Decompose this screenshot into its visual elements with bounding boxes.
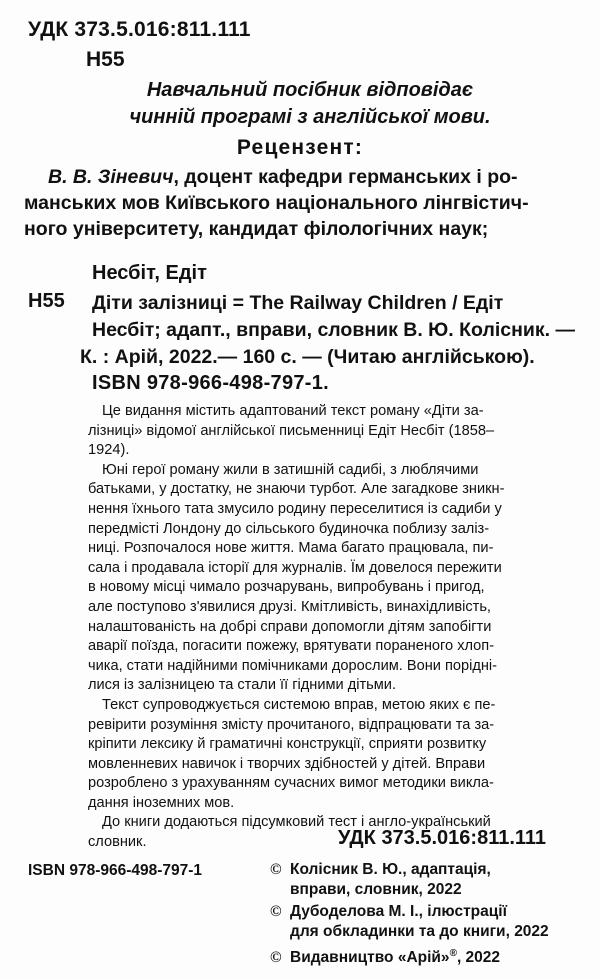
annotation-paragraph xyxy=(88,402,578,461)
annotation-line: сала і продавала історії для журналів. Їм довелося пережити xyxy=(88,559,502,576)
copyright-author xyxy=(270,860,588,900)
annotation-line: але поступово з'явилися друзі. Кмітливість, винахідливість, xyxy=(88,598,491,615)
copyright-symbol: © xyxy=(270,949,282,967)
copyright-publisher xyxy=(270,944,588,968)
udk-code-top: УДК 373.5.016:811.111 xyxy=(28,18,251,41)
reviewer-heading: Рецензент: xyxy=(236,136,364,159)
program-compliance-note xyxy=(60,77,560,131)
isbn-bottom: ISBN 978-966-498-797-1 xyxy=(28,862,203,879)
annotation-line: чика, стати надійними помічниками дорослим. Вони поріднi- xyxy=(88,657,498,674)
copyright-line: Дубоделова М. І., ілюстрації xyxy=(290,903,507,920)
annotation-line: батьками, у достатку, не знаючи турбот. Але загадкове зникн- xyxy=(88,481,505,498)
copyright-year: , 2022 xyxy=(456,949,501,967)
annotation-line: лися із залізницею та стали її гідними дітьми. xyxy=(88,677,397,694)
copyright-line: Колісник В. Ю., адаптація, xyxy=(290,861,491,878)
annotation-line: мовленневих навичок і творчих здібностей у дітей. Вправи xyxy=(88,755,486,772)
annotation-line: передмісті Лондону до сільського будиночка поблизу заліз- xyxy=(88,520,490,537)
annotation-line: ниці. Розпочалося нове життя. Мама багато працювала, пи- xyxy=(88,540,494,557)
reviewer-block xyxy=(24,164,568,242)
reviewer-name: В. В. Зіневич xyxy=(48,166,174,188)
copyright-line: Видавництво «Арій» xyxy=(290,949,450,967)
program-note-line: Навчальний посібник відповідає xyxy=(146,79,474,101)
annotation-line: налаштованість на добрі справи допомогли дітям запобігти xyxy=(88,618,492,635)
annotation-line: До книги додаються підсумковий тест і англо-український xyxy=(102,814,491,831)
registered-mark: ® xyxy=(449,948,457,959)
annotation-line: Юні герої роману жили в затишній садибі, з люблячими xyxy=(102,461,479,478)
udk-code-bottom: УДК 373.5.016:811.111 xyxy=(338,827,547,849)
library-code-top: Н55 xyxy=(86,48,125,71)
program-note-line: чинній програмі з англійської мови. xyxy=(129,106,491,128)
annotation-line: Це видання містить адаптований текст роману «Діти за- xyxy=(102,403,484,419)
annotation-line: лізниці» відомої англійської письменниці Едіт Несбіт (1858– xyxy=(88,422,495,439)
bibliographic-line: Діти залізниці = The Railway Children / Едіт xyxy=(92,292,504,314)
annotation-line: ревірити розуміння змісту прочитаного, відпрацювати та за- xyxy=(88,716,495,733)
reviewer-position: , доцент кафедри германських і ро- xyxy=(173,166,518,188)
copyright-symbol: © xyxy=(270,861,282,878)
annotation-line: розроблено з урахуванням сучасних вимог методики викла- xyxy=(88,775,494,792)
bibliographic-line: К. : Арій, 2022.— 160 с. — (Читаю англійською). xyxy=(80,346,535,368)
annotation-paragraph xyxy=(88,461,578,696)
annotation-line: кріпити лексику й граматичні конструкції, сприяти розвитку xyxy=(88,736,487,753)
bibliographic-author: Несбіт, Едіт xyxy=(92,262,207,284)
bibliographic-line: Несбіт; адапт., вправи, словник В. Ю. Колісник. — xyxy=(92,319,575,341)
annotation-line: словник. xyxy=(88,834,147,851)
annotation-line: 1924). xyxy=(88,442,130,459)
isbn-main: ISBN 978-966-498-797-1. xyxy=(92,372,330,394)
reviewer-line: манських мов Київського національного лінгвістич- xyxy=(24,192,529,214)
annotation-line: дання іноземних мов. xyxy=(88,794,235,811)
annotation-paragraph xyxy=(88,696,578,814)
annotation-line: аварії поїзда, погасити пожежу, врятувати пораненого хлоп- xyxy=(88,638,495,655)
reviewer-line xyxy=(48,164,568,190)
annotation xyxy=(88,402,578,853)
reviewer-line: ного університету, кандидат філологічних наук; xyxy=(24,218,489,240)
annotation-line: нення їхнього тата змусило родину переселитися із садиби у xyxy=(88,500,502,517)
bibliographic-description xyxy=(80,290,580,371)
library-code-bibliographic: Н55 xyxy=(28,290,65,312)
copyright-line: для обкладинки та до книги, 2022 xyxy=(290,923,549,941)
copyright-line: вправи, словник, 2022 xyxy=(290,881,462,899)
annotation-line: в новому місці чимало розчарувань, випробувань і пригод, xyxy=(88,579,485,596)
copyright-illustrator xyxy=(270,902,588,942)
annotation-line: Текст супроводжується системою вправ, метою яких є пе- xyxy=(102,696,496,713)
copyright-symbol: © xyxy=(270,903,282,920)
